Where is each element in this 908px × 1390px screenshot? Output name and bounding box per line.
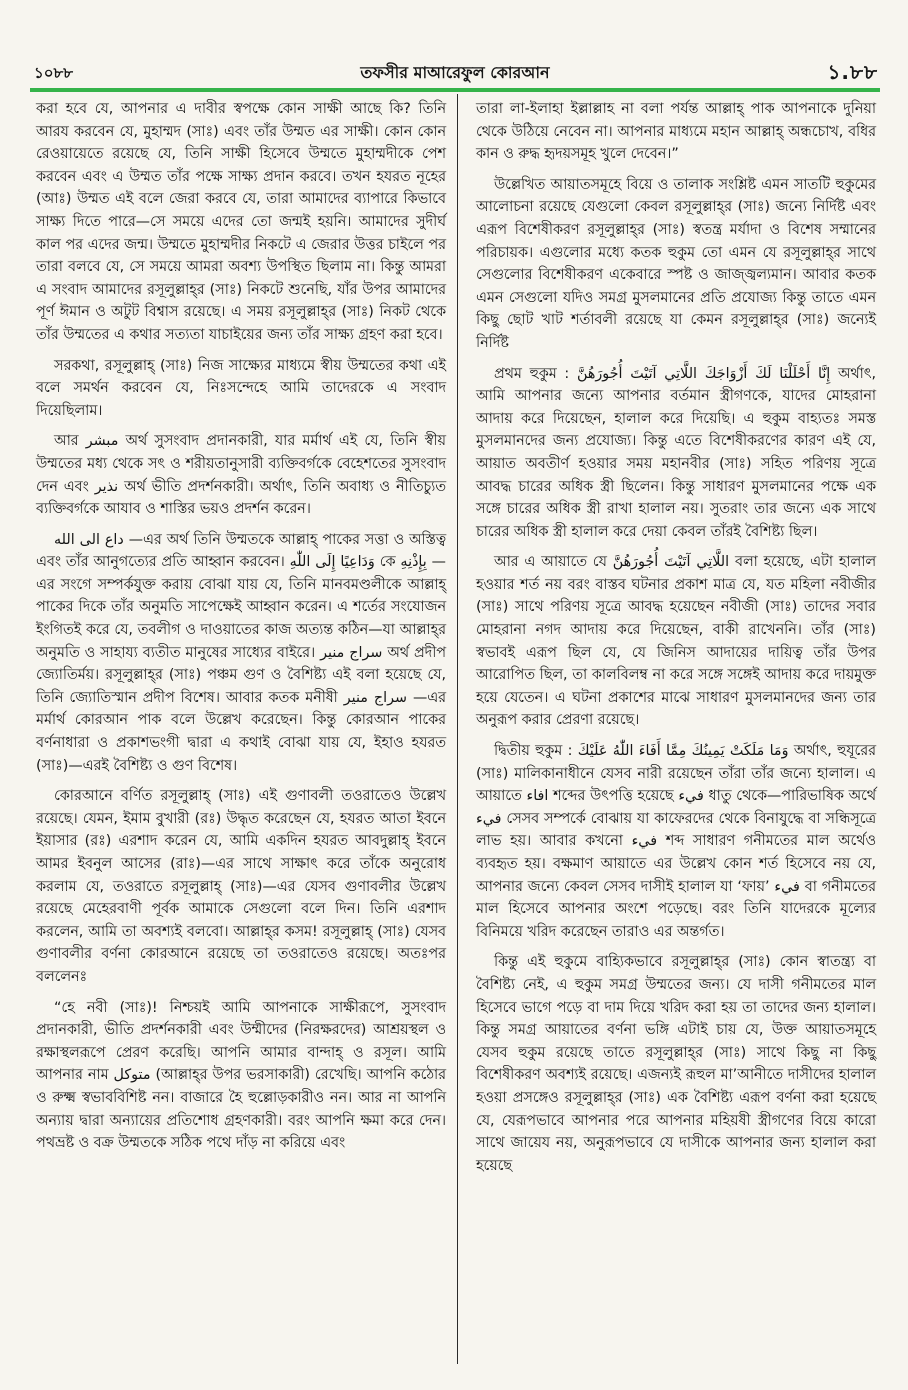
right-column <box>476 98 876 1185</box>
right-paragraph-1: তারা লা-ইলাহা ইল্লাল্লাহ না বলা পর্যন্ত আল্লাহ্ পাক আপনাকে দুনিয়া থেকে উঠিয়ে নেবেন না। আপনার মাধ্যমে মহান আল্লাহ্ অন্ধচোখ, বধির কান ও রুদ্ধ হৃদয়সমূহ খুলে দেবেন।” <box>476 101 876 163</box>
right-paragraph-3: প্রথম হুকুম : إِنَّا أَحْلَلْنَا لَكَ أَزْوَاجَكَ اللَّاتِي آتَيْتَ أُجُورَهُنَّ অর্থাৎ, আমি আপনার জন্যে আপনার বর্তমান স্ত্রীগণকে, যাদের মোহরানা আদায় করে দিয়েছেন, হালাল করে দিয়েছি। এ হুকুম বাহ্যতঃ সমস্ত মুসলমানদের জন্য প্রযোজ্য। কিন্তু এতে বিশেষীকরণের কারণ এই যে, আয়াত অবতীর্ণ হওয়ার সময় মহানবীর (সাঃ) সহিত পরিণয় সূত্রে আবদ্ধ চারের অধিক স্ত্রী ছিলেন। কিন্তু সাধারণ মুসলমানের পক্ষে এক সঙ্গে চারের অধিক স্ত্রী রাখা হালাল নয়। সুতরাং তার জন্যে এক সাথে চারের অধিক স্ত্রী হালাল করে দেয়া কেবল তাঁরই বৈশিষ্ট্য ছিল। <box>476 365 876 540</box>
right-paragraph-2: উল্লেখিত আয়াতসমূহে বিয়ে ও তালাক সংশ্লিষ্ট এমন সাতটি হুকুমের আলোচনা রয়েছে যেগুলো কেবল রসূলুল্লাহ্‌র (সাঃ) জন্যে নির্দিষ্ট এবং এরূপ বিশেষীকরণ রসূলুল্লাহ্‌র (সাঃ) স্বতন্ত্র মর্যাদা ও বিশেষ সম্মানের পরিচায়ক। এগুলোর মধ্যে কতক হুকুম তো এমন যে রসূলুল্লাহ্‌র সাথে সেগুলোর বিশেষীকরণ একেবারে স্পষ্ট ও জাজ্জ্বল্যমান। আবার কতক এমন সেগুলো যদিও সমগ্র মুসলমানের প্রতি প্রযোজ্য কিন্তু তাতে এমন কিছু ছোট খাট শর্তাবলী রয়েছে যা কেমন রসূলুল্লাহ্‌র (সাঃ) জন্যেই নির্দিষ্ট <box>476 176 876 351</box>
left-paragraph-4: داع الى الله —এর অর্থ তিনি উম্মতকে আল্লাহ্ পাকের সত্তা ও অস্তিত্ব এবং তাঁর আনুগত্যের প্রতি আহ্বান করবেন। وَدَاعِيًا إِلَى اللّٰهِ কে بِإِذْنِهِ —এর সংগে সম্পর্কযুক্ত করায় বোঝা যায় যে, তিনি মানবমণ্ডলীকে আল্লাহ্ পাকের দিকে তাঁর অনুমতি সাপেক্ষেই আহ্বান করেন। এ শর্তের সংযোজন ইংগিতই করে যে, তবলীগ ও দাওয়াতের কাজ অত্যন্ত কঠিন—যা আল্লাহ্‌র অনুমতি ও সাহায্য ব্যতীত মানুষের সাধ্যের বাইরে। سراج منير অর্থ প্রদীপ জ্যোতির্ময়। রসূলুল্লাহ্‌র (সাঃ) পঞ্চম গুণ ও বৈশিষ্ট্য এই বলা হয়েছে যে, তিনি জ্যোতিস্মান প্রদীপ বিশেষ। আবার কতক মনীষী سراج منير —এর মর্মার্থ কোরআন পাক বলে উল্লেখ করেছেন। কিন্তু কোরআন পাকের বর্ণনাধারা ও প্রকাশভংগী দ্বারা এ কথাই বোঝা যায় যে, ইহাও হযরত (সাঃ)—এরই বৈশিষ্ট্য ও গুণ বিশেষ। <box>36 531 446 774</box>
left-column <box>36 98 446 1163</box>
page-number-left: ১০৮৮ <box>34 64 73 82</box>
left-paragraph-2: সরকথা, রসূলুল্লাহ্ (সাঃ) নিজ সাক্ষ্যের মাধ্যমে স্বীয় উম্মতের কথা এই বলে সমর্থন করবেন যে, নিঃসন্দেহে আমি তাদেরকে এ সংবাদ দিয়েছিলাম। <box>36 357 446 419</box>
page-number-right: ১.৮৮ <box>827 60 878 84</box>
left-paragraph-6: “হে নবী (সাঃ)! নিশ্চয়ই আমি আপনাকে সাক্ষীরূপে, সুসংবাদ প্রদানকারী, ভীতি প্রদর্শনকারী এবং উম্মীদের (নিরক্ষরদের) আশ্রয়স্থল ও রক্ষাস্থলরূপে প্রেরণ করেছি। আপনি আমার বান্দাহ্ ও রসূল। আমি আপনার নাম متوكل (আল্লাহ্‌র উপর ভরসাকারী) রেখেছি। আপনি কঠোর ও রুক্ষ্ম স্বভাববিশিষ্ট নন। বাজারে হৈ হুল্লোড়কারীও নন। আর না আপনি অন্যায় দ্বারা অন্যায়ের প্রতিশোধ গ্রহণকারী। বরং আপনি ক্ষমা করে দেন। পথভ্রষ্ট ও বক্র উম্মতকে সঠিক পথে দাঁড় না করিয়ে এবং <box>36 999 446 1152</box>
left-paragraph-3: আর مبشر অর্থ সুসংবাদ প্রদানকারী, যার মর্মার্থ এই যে, তিনি স্বীয় উম্মতের মধ্য থেকে সৎ ও শরীয়তানুসারী ব্যক্তিবর্গকে বেহেশতের সুসংবাদ দেন এবং نذير অর্থ ভীতি প্রদর্শনকারী। অর্থাৎ, তিনি অবাধ্য ও নীতিচ্যুত ব্যক্তিবর্গকে আযাব ও শাস্তির ভয়ও প্রদর্শন করেন। <box>36 433 447 518</box>
right-paragraph-4: আর এ আয়াতে যে اللَّاتِي آتَيْتَ أُجُورَهُنَّ বলা হয়েছে, এটা হালাল হওয়ার শর্ত নয় বরং বাস্তব ঘটনার প্রকাশ মাত্র যে, যত মহিলা নবীজীর (সাঃ) সাথে পরিণয় সূত্রে আবদ্ধ হয়েছেন নবীজী (সাঃ) তাদের সবার মোহরানা নগদ আদায় করে দিয়েছেন, বাকী রাখেননি। তাঁর (সাঃ) স্বভাবই এরূপ ছিল যে, যে জিনিস আদায়ের দায়িত্ব তাঁর উপর আরোপিত ছিল, তা কালবিলম্ব না করে সঙ্গে সঙ্গেই আদায় করে দায়মুক্ত হয়ে যেতেন। এ ঘটনা প্রকাশের মাঝে সাধারণ মুসলমানদের জন্য তার অনুরূপ করার প্রেরণা রয়েছে। <box>476 554 876 729</box>
header-rule <box>30 88 880 92</box>
right-paragraph-5: দ্বিতীয় হুকুম : وَمَا مَلَكَتْ يَمِينُكَ مِمَّا أَفَاءَ اللّٰهُ عَلَيْكَ অর্থাৎ, হুযূরের (সাঃ) মালিকানাধীনে যেসব নারী রয়েছেন তাঁরা তাঁর জন্যে হালাল। এ আয়াতে افاء শব্দের উৎপত্তি হয়েছে فيء ধাতু থেকে—পারিভাষিক অর্থে فيء সেসব সম্পর্কে বোঝায় যা কাফেরদের থেকে বিনাযুদ্ধে বা সন্ধিসূত্রে লাভ হয়। আবার কখনো فيء শব্দ সাধারণ গনীমতের মাল অর্থেও ব্যবহৃত হয়। বক্ষমাণ আয়াতে এর উল্লেখ কোন শর্ত হিসেবে নয় যে, আপনার জন্যে কেবল সেসব দাসীই হালাল যা ‘ফায়’ فيء বা গনীমতের মাল হিসেবে আপনার অংশে পড়েছে। বরং তিনি যাদেরকে মূল্যের বিনিময়ে খরিদ করেছেন তারাও এর অন্তর্গত। <box>476 743 877 940</box>
page-header <box>30 54 880 88</box>
column-divider <box>457 94 458 1364</box>
running-title: তফসীর মাআরেফুল কোরআন <box>360 63 550 82</box>
left-paragraph-1: করা হবে যে, আপনার এ দাবীর স্বপক্ষে কোন সাক্ষী আছে কি? তিনি আরয করবেন যে, মুহাম্মদ (সাঃ) এবং তাঁর উম্মত এর সাক্ষী। কোন কোন রেওয়ায়েতে রয়েছে যে, তিনি সাক্ষী হিসেবে উম্মতে মুহাম্মদীকে পেশ করবেন এবং এ উম্মত তাঁর পক্ষে সাক্ষ্য প্রদান করবে। তখন হযরত নূহের (আঃ) উম্মত এই বলে জেরা করবে যে, তারা আমাদের ব্যাপারে কিভাবে সাক্ষ্য দিতে পারে—সে সময়ে এদের তো জন্মই হয়নি। আমাদের সুদীর্ঘ কাল পর এদের জন্ম। উম্মতে মুহাম্মদীর নিকটে এ জেরার উত্তর চাইলে পর তারা বলবে যে, সে সময়ে আমরা অবশ্য উপস্থিত ছিলাম না। কিন্তু আমরা এ সংবাদ আমাদের রসূলুল্লাহ্‌র (সাঃ) নিকটে শুনেছি, যাঁর উপর আমাদের পূর্ণ ঈমান ও অটুট বিশ্বাস রয়েছে। এ সময় রসূলুল্লাহ্‌র (সাঃ) নিকট থেকে তাঁর উম্মতের এ কথার সত্যতা যাচাইয়ের জন্য তাঁর সাক্ষ্য গ্রহণ করা হবে। <box>36 101 446 343</box>
right-paragraph-6: কিন্তু এই হুকুমে বাহ্যিকভাবে রসূলুল্লাহ্‌র (সাঃ) কোন স্বাতন্ত্র্য বা বৈশিষ্ট্য নেই, এ হুকুম সমগ্র উম্মতের জন্য। যে দাসী গনীমতের মাল হিসেবে ভাগে পড়ে বা দাম দিয়ে খরিদ করা হয় তা তাদের জন্য হালাল। কিন্তু সমগ্র আয়াতের বর্ণনা ভঙ্গি এটাই চায় যে, উক্ত আয়াতসমূহে যেসব হুকুম রয়েছে তাতে রসূলুল্লাহ্‌র (সাঃ) সাথে কিছু না কিছু বিশেষীকরণ অবশ্যই রয়েছে। এজন্যই রূহুল মা’আনীতে দাসীদের হালাল হওয়া প্রসঙ্গেও রসূলুল্লাহ্‌র (সাঃ) এক বৈশিষ্ট্য এরূপ বর্ণনা করা হয়েছে যে, যেরূপভাবে আপনার পরে আপনার মহিয়ষী স্ত্রীগণের বিয়ে কারো সাথে জায়েয নয়, অনুরূপভাবে যে দাসীকে আপনার জন্য হালাল করা হয়েছে <box>476 954 876 1174</box>
left-paragraph-5: কোরআনে বর্ণিত রসূলুল্লাহ্ (সাঃ) এই গুণাবলী তওরাতেও উল্লেখ রয়েছে। যেমন, ইমাম বুখারী (রঃ) উদ্ধৃত করেছেন যে, হযরত আতা ইবনে ইয়াসার (রঃ) এরশাদ করেন যে, আমি একদিন হযরত আবদুল্লাহ্ ইবনে আমর ইবনুল আসের (রাঃ)—এর সাথে সাক্ষাৎ করে তাঁকে অনুরোধ করলাম যে, তওরাতে রসূলুল্লাহ্ (সাঃ)—এর যেসব গুণাবলীর উল্লেখ রয়েছে মেহেরবাণী পূর্বক আমাকে সেগুলো বলে দিন। তিনি এরশাদ করলেন, আমি তা অবশ্যই বলবো। আল্লাহ্‌র কসম! রসূলুল্লাহ্ (সাঃ) যেসব গুণাবলীর বর্ণনা কোরআনে রয়েছে তা তওরাতেও রয়েছে। অতঃপর বললেনঃ <box>36 788 446 985</box>
